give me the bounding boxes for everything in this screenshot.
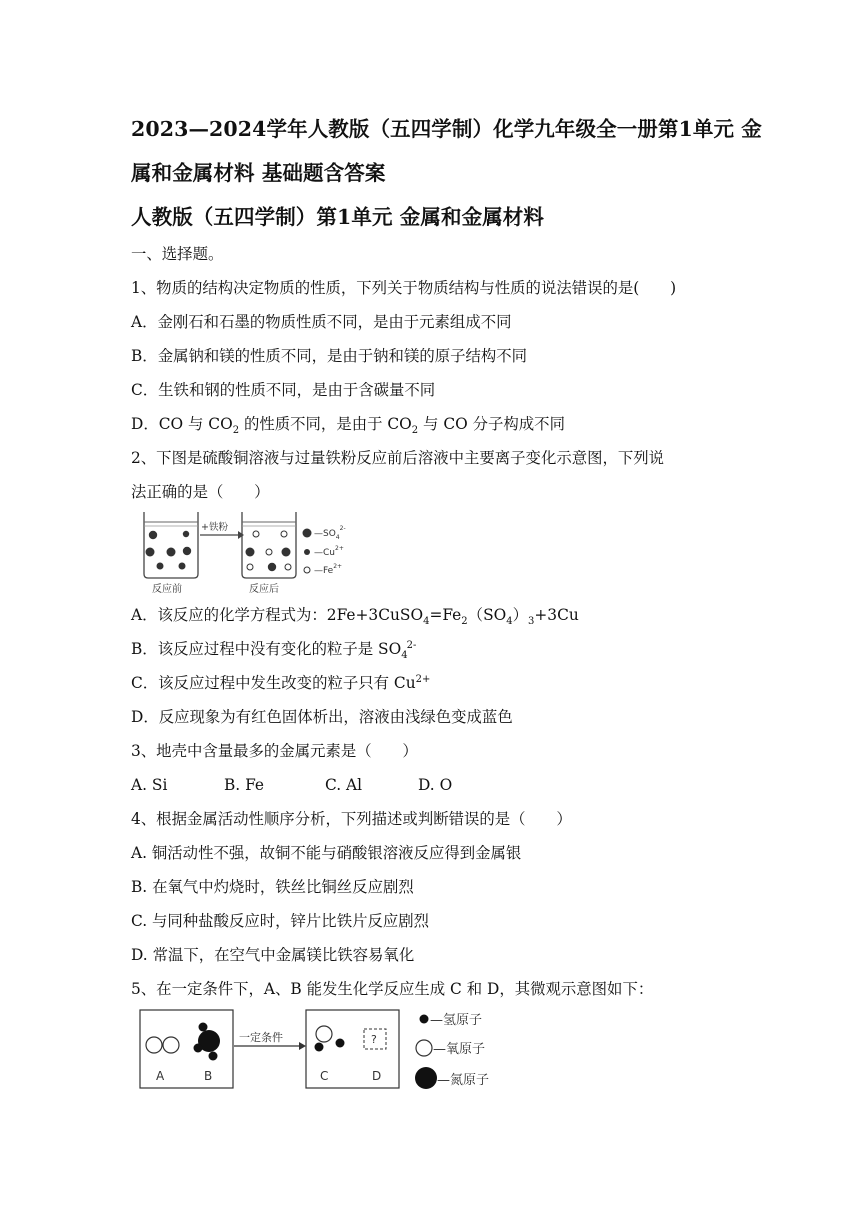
- q2-a-post: +3Cu: [534, 606, 579, 624]
- reaction-arrow: [200, 521, 244, 539]
- q2-stem-line1: 2、下图是硫酸铜溶液与过量铁粉反应前后溶液中主要离子变化示意图，下列说: [131, 449, 665, 467]
- q1-option-d: [131, 415, 565, 437]
- q4-stem: 4、根据金属活动性顺序分析，下列描述或判断错误的是（ ）: [131, 810, 572, 828]
- q1-option-a: A．金刚石和石墨的物质性质不同，是由于元素组成不同: [131, 313, 512, 331]
- label-a: A: [156, 1069, 165, 1083]
- hydrogen-atom: [336, 1039, 345, 1048]
- q3-option-a: A. Si: [131, 776, 168, 794]
- label-c: C: [320, 1069, 329, 1083]
- q2-option-d: D．反应现象为有红色固体析出，溶液由浅绿色变成蓝色: [131, 708, 513, 726]
- q2-stem-line2: 法正确的是（ ）: [131, 483, 270, 501]
- legend-hydrogen-symbol: [420, 1015, 429, 1024]
- ion-legend: [303, 525, 346, 576]
- q2-b-pre: B．该反应过程中没有变化的粒子是 SO: [131, 640, 402, 658]
- legend-nitrogen: —氮原子: [437, 1073, 490, 1088]
- oxygen-atom: [163, 1037, 179, 1053]
- q4-option-b: B. 在氧气中灼烧时，铁丝比铜丝反应剧烈: [131, 878, 414, 896]
- q2-c-sup: 2+: [415, 673, 431, 685]
- q2-option-c: [131, 673, 431, 692]
- hydrogen-atom: [199, 1023, 208, 1032]
- question-mark: ?: [371, 1033, 377, 1046]
- beaker-before: [144, 512, 198, 578]
- q3-option-d: D. O: [418, 776, 453, 794]
- q2-ion-diagram: [138, 508, 360, 598]
- doc-title-line1: 2023—2024学年人教版（五四学制）化学九年级全一册第1单元 金: [131, 117, 762, 141]
- legend-oxygen: —氧原子: [433, 1042, 486, 1057]
- hydrogen-atom: [315, 1043, 324, 1052]
- oxygen-atom: [316, 1026, 332, 1042]
- doc-title-line2: 属和金属材料 基础题含答案: [131, 161, 386, 185]
- q4-option-d: D. 常温下，在空气中金属镁比铁容易氧化: [131, 946, 415, 964]
- q4-option-a: A. 铜活动性不强，故铜不能与硝酸银溶液反应得到金属银: [131, 844, 522, 862]
- hydrogen-atom: [194, 1044, 203, 1053]
- section-heading: 一、选择题。: [131, 245, 224, 263]
- q5-stem: 5、在一定条件下，A、B 能发生化学反应生成 C 和 D，其微观示意图如下：: [131, 980, 654, 998]
- q2-a-mid3: ）: [512, 606, 529, 624]
- q1-d-post: 与 CO 分子构成不同: [418, 415, 565, 433]
- q1-d-sub1: 2: [232, 425, 240, 437]
- q2-a-sub2: 2: [461, 616, 468, 628]
- q1-d-mid: 的性质不同，是由于 CO: [239, 415, 412, 433]
- q5-micro-diagram: [136, 1006, 506, 1096]
- q1-d-sub2: 2: [411, 425, 419, 437]
- legend-copper: $—Cu^{2+}$: [314, 545, 344, 558]
- q2-a-pre: A．该反应的化学方程式为：2Fe+3CuSO: [131, 606, 424, 624]
- q2-a-sub4: 3: [528, 616, 535, 628]
- legend-oxygen-symbol: [416, 1040, 432, 1056]
- q2-option-b: [131, 639, 417, 662]
- q2-b-sup: 2-: [406, 639, 417, 651]
- q2-option-a: [131, 606, 579, 628]
- beaker-after: [242, 512, 296, 578]
- q1-option-c: C．生铁和钢的性质不同，是由于含碳量不同: [131, 381, 436, 399]
- label-after: 反应后: [249, 584, 279, 595]
- q1-option-b: B．金属钠和镁的性质不同，是由于钠和镁的原子结构不同: [131, 347, 528, 365]
- legend-nitrogen-symbol: [415, 1067, 437, 1089]
- hydrogen-atom: [209, 1052, 218, 1061]
- q4-option-c: C. 与同种盐酸反应时，锌片比铁片反应剧烈: [131, 912, 430, 930]
- q2-c-pre: C．该反应过程中发生改变的粒子只有 Cu: [131, 674, 416, 692]
- legend-iron: $—Fe^{2+}$: [314, 563, 343, 576]
- condition-label: 一定条件: [239, 1031, 283, 1044]
- q2-a-sub1: 4: [423, 616, 430, 628]
- legend-sulfate: $—SO_4^{2-}$: [314, 525, 346, 541]
- q1-d-pre: D．CO 与 CO: [131, 415, 233, 433]
- legend-hydrogen: —氢原子: [430, 1013, 483, 1028]
- oxygen-atom: [146, 1037, 162, 1053]
- q3-option-b: B. Fe: [224, 776, 265, 794]
- label-d: D: [372, 1069, 382, 1083]
- q1-stem: 1、物质的结构决定物质的性质，下列关于物质结构与性质的说法错误的是( ): [131, 279, 677, 297]
- q2-a-mid1: =Fe: [429, 606, 462, 624]
- q2-a-mid2: （SO: [467, 606, 507, 624]
- q2-a-sub3: 4: [506, 616, 513, 628]
- label-b: B: [204, 1069, 213, 1083]
- arrow-label: +铁粉: [201, 522, 228, 533]
- doc-subtitle: 人教版（五四学制）第1单元 金属和金属材料: [131, 205, 544, 229]
- label-before: 反应前: [152, 584, 182, 595]
- q3-stem: 3、地壳中含量最多的金属元素是（ ）: [131, 742, 418, 760]
- q3-option-c: C. Al: [325, 776, 363, 794]
- q2-b-sub: 4: [401, 650, 408, 662]
- q3-options: [131, 778, 452, 793]
